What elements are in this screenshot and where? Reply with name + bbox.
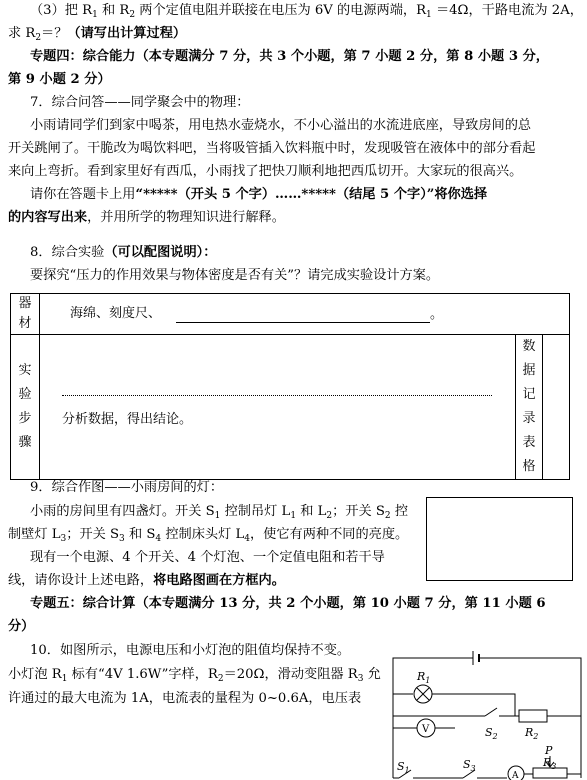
q7-instruction-cont: 的内容写出来，并用所学的物理知识进行解释。	[8, 210, 285, 225]
q7-title: 7．综合问答——同学聚会中的物理：	[30, 95, 250, 110]
switch-s2-icon	[485, 708, 497, 716]
q10-line1: 10．如图所示，电源电压和小灯泡的阻值均保持不变。	[30, 643, 351, 658]
steps-conclusion: 分析数据，得出结论。	[62, 412, 193, 427]
section5-heading-cont: 分）	[8, 619, 35, 634]
label-s2: $S_2$	[485, 726, 498, 741]
circuit-drawing-box[interactable]	[426, 497, 573, 581]
equipment-cell[interactable]	[40, 294, 570, 335]
q8-title: 8．综合实验（可以配图说明）：	[30, 245, 217, 260]
q3-line1: （3）把 $R_1$ 和 $R_2$ 两个定值电阻并联接在电压为 6V 的电源两端，$R_1 =4\Omega$，干路电流为 2A，	[30, 3, 583, 20]
steps-dotted-line	[62, 395, 492, 396]
section4-heading: 专题四：综合能力（本专题满分 7 分，共 3 个小题，第 7 小题 2 分，第 8 小题 3 分，	[30, 49, 549, 64]
label-s3: $S_3$	[463, 758, 476, 773]
rheostat-r3-icon	[533, 768, 567, 778]
q7-body-2: 开关跳闸了。干脆改为喝饮料吧，当将吸管插入饮料瓶中时，发现吸管在液体中的部分看起	[8, 141, 536, 156]
label-a: A	[512, 771, 519, 780]
experiment-design-table	[10, 293, 570, 480]
section4-heading-cont: 第 9 小题 2 分）	[8, 72, 111, 87]
equipment-label: 器 材	[11, 294, 40, 335]
q9-body-2: 制壁灯 $L_3$；开关 $S_3$ 和 $S_4$ 控制床头灯 $L_4$，使它有两种不同的亮度。	[8, 527, 409, 544]
wire-top-left	[393, 658, 473, 778]
q9-body-4: 线，请你设计上述电路，将电路图画在方框内。	[8, 573, 285, 588]
steps-cell[interactable]	[40, 335, 516, 480]
q10-line3: 许通过的最大电流为 1A，电流表的量程为 0~0.6A，电压表	[8, 691, 362, 706]
q10-line2: 小灯泡 $R_1$ 标有“4V 1.6W”字样，$R_2=20\Omega$，滑动变阻器 $R_3$ 允	[8, 667, 381, 684]
label-r1: $R_1$	[417, 670, 431, 685]
q7-instruction: 请你在答题卡上用“*****（开头 5 个字）……*****（结尾 5 个字）”将你选择	[30, 187, 488, 202]
q9-title: 9．综合作图——小雨房间的灯：	[30, 480, 224, 495]
circuit-diagram	[385, 648, 585, 780]
record-cell[interactable]	[543, 335, 570, 480]
label-r2: $R_2$	[525, 726, 539, 741]
label-r3: $R_3$	[543, 756, 557, 771]
equipment-period: 。	[430, 307, 444, 322]
label-s1: $S_1$	[397, 760, 410, 775]
record-label: 数 据 记 录 表 格	[516, 335, 543, 480]
equipment-value: 海绵、刻度尺、	[70, 306, 162, 321]
wire-lamp-right	[432, 694, 515, 716]
q3-line2: 求 $R_2=$？（请写出计算过程）	[8, 26, 187, 43]
steps-label: 实 验 步 骤	[11, 335, 40, 480]
label-v: V	[422, 724, 430, 735]
q9-body-3: 现有一个电源、4 个开关、4 个灯泡、一个定值电阻和若干导	[30, 550, 385, 565]
q9-body-1: 小雨的房间里有四盏灯。开关 $S_1$ 控制吊灯 $L_1$ 和 $L_2$；开关 $S_2$ 控	[30, 504, 409, 521]
wire-top-right	[479, 658, 581, 778]
q7-body-3: 来向上弯折。看到家里好有西瓜，小雨找了把快刀顺利地把西瓜切开。大家玩的很高兴。	[8, 164, 523, 179]
q8-intro: 要探究“压力的作用效果与物体密度是否有关”？请完成实验设计方案。	[30, 268, 440, 283]
section5-heading: 专题五：综合计算（本专题满分 13 分，共 2 个小题，第 10 小题 7 分，第 11 小题 6	[30, 596, 546, 611]
equipment-blank-line	[176, 322, 430, 323]
label-p: P	[545, 744, 553, 757]
resistor-r2-icon	[519, 710, 547, 722]
q7-body-1: 小雨请同学们到家中喝茶，用电热水壶烧水，不小心溢出的水流进底座，导致房间的总	[30, 118, 532, 133]
